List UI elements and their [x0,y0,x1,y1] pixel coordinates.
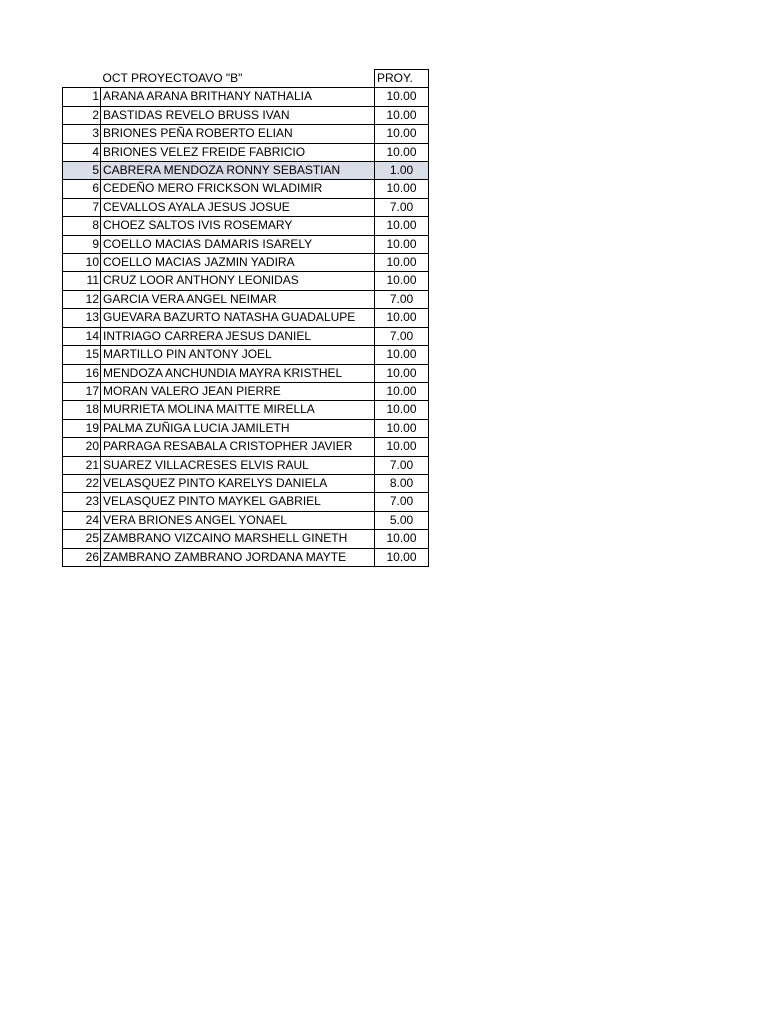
row-number-cell: 15 [63,346,101,364]
student-name-cell: MORAN VALERO JEAN PIERRE [101,382,375,400]
student-row [63,162,429,180]
student-row [63,254,429,272]
grade-value-cell: 7.00 [375,327,429,345]
row-number-cell: 14 [63,327,101,345]
row-number-cell: 19 [63,419,101,437]
row-number-cell: 18 [63,401,101,419]
grade-value-cell: 10.00 [375,309,429,327]
student-name-cell: ARANA ARANA BRITHANY NATHALIA [101,88,375,106]
student-name-cell: MARTILLO PIN ANTONY JOEL [101,346,375,364]
grade-sheet [62,69,429,567]
row-number-cell: 21 [63,456,101,474]
student-name-cell: MURRIETA MOLINA MAITTE MIRELLA [101,401,375,419]
grade-value-cell: 10.00 [375,88,429,106]
row-number-cell: 12 [63,290,101,308]
student-name-cell: VELASQUEZ PINTO MAYKEL GABRIEL [101,493,375,511]
grade-value-cell: 10.00 [375,419,429,437]
student-row [63,474,429,492]
row-number-cell: 25 [63,530,101,548]
grade-value-cell: 8.00 [375,474,429,492]
student-row [63,548,429,566]
row-number-cell: 4 [63,143,101,161]
grade-value-cell: 10.00 [375,272,429,290]
student-name-cell: CHOEZ SALTOS IVIS ROSEMARY [101,217,375,235]
student-row [63,346,429,364]
student-name-cell: CEVALLOS AYALA JESUS JOSUE [101,198,375,216]
row-number-cell: 11 [63,272,101,290]
student-name-cell: VELASQUEZ PINTO KARELYS DANIELA [101,474,375,492]
student-row [63,143,429,161]
grade-table-body [63,70,429,567]
student-name-cell: GUEVARA BAZURTO NATASHA GUADALUPE [101,309,375,327]
student-name-cell: MENDOZA ANCHUNDIA MAYRA KRISTHEL [101,364,375,382]
header-row [63,70,429,88]
grade-value-cell: 5.00 [375,511,429,529]
student-row [63,327,429,345]
row-number-cell: 5 [63,162,101,180]
student-row [63,217,429,235]
student-row [63,456,429,474]
grade-value-cell: 10.00 [375,346,429,364]
row-number-cell: 17 [63,382,101,400]
row-number-cell: 8 [63,217,101,235]
grade-value-cell: 10.00 [375,364,429,382]
grade-value-cell: 7.00 [375,198,429,216]
grade-value-cell: 10.00 [375,235,429,253]
student-name-cell: GARCIA VERA ANGEL NEIMAR [101,290,375,308]
student-name-cell: CABRERA MENDOZA RONNY SEBASTIAN [101,162,375,180]
row-number-cell: 6 [63,180,101,198]
row-number-cell: 10 [63,254,101,272]
grade-value-cell: 7.00 [375,290,429,308]
row-number-cell: 16 [63,364,101,382]
student-row [63,290,429,308]
student-name-cell: BRIONES PEÑA ROBERTO ELIAN [101,125,375,143]
grade-value-cell: 10.00 [375,530,429,548]
student-name-cell: PARRAGA RESABALA CRISTOPHER JAVIER [101,438,375,456]
grade-value-cell: 10.00 [375,217,429,235]
student-name-cell: BRIONES VELEZ FREIDE FABRICIO [101,143,375,161]
student-row [63,530,429,548]
grade-value-cell: 10.00 [375,180,429,198]
student-name-cell: COELLO MACIAS DAMARIS ISARELY [101,235,375,253]
grade-column-header: PROY. [375,70,429,88]
student-row [63,438,429,456]
student-name-cell: VERA BRIONES ANGEL YONAEL [101,511,375,529]
student-row [63,382,429,400]
student-name-cell: CRUZ LOOR ANTHONY LEONIDAS [101,272,375,290]
row-number-cell: 23 [63,493,101,511]
student-row [63,364,429,382]
student-row [63,309,429,327]
row-number-cell: 1 [63,88,101,106]
student-name-cell: INTRIAGO CARRERA JESUS DANIEL [101,327,375,345]
grade-value-cell: 1.00 [375,162,429,180]
student-row [63,125,429,143]
row-number-cell: 3 [63,125,101,143]
header-num-cell [63,70,101,88]
student-row [63,88,429,106]
row-number-cell: 26 [63,548,101,566]
grade-value-cell: 7.00 [375,456,429,474]
row-number-cell: 24 [63,511,101,529]
grade-value-cell: 10.00 [375,106,429,124]
student-row [63,419,429,437]
grade-value-cell: 7.00 [375,493,429,511]
student-name-cell: ZAMBRANO VIZCAINO MARSHELL GINETH [101,530,375,548]
grade-value-cell: 10.00 [375,401,429,419]
grade-value-cell: 10.00 [375,548,429,566]
student-name-cell: COELLO MACIAS JAZMIN YADIRA [101,254,375,272]
student-row [63,511,429,529]
student-name-cell: SUAREZ VILLACRESES ELVIS RAUL [101,456,375,474]
grade-value-cell: 10.00 [375,382,429,400]
student-row [63,401,429,419]
row-number-cell: 20 [63,438,101,456]
row-number-cell: 2 [63,106,101,124]
grade-value-cell: 10.00 [375,125,429,143]
student-name-cell: ZAMBRANO ZAMBRANO JORDANA MAYTE [101,548,375,566]
grade-value-cell: 10.00 [375,143,429,161]
grade-value-cell: 10.00 [375,438,429,456]
student-row [63,106,429,124]
student-name-cell: PALMA ZUÑIGA LUCIA JAMILETH [101,419,375,437]
student-row [63,198,429,216]
student-row [63,235,429,253]
student-row [63,180,429,198]
sheet-title: OCT PROYECTOAVO "B" [102,70,243,85]
row-number-cell: 13 [63,309,101,327]
row-number-cell: 22 [63,474,101,492]
row-number-cell: 7 [63,198,101,216]
student-row [63,493,429,511]
student-name-cell: CEDEÑO MERO FRICKSON WLADIMIR [101,180,375,198]
student-row [63,272,429,290]
grade-table [62,69,429,567]
grade-value-cell: 10.00 [375,254,429,272]
student-name-cell: BASTIDAS REVELO BRUSS IVAN [101,106,375,124]
row-number-cell: 9 [63,235,101,253]
